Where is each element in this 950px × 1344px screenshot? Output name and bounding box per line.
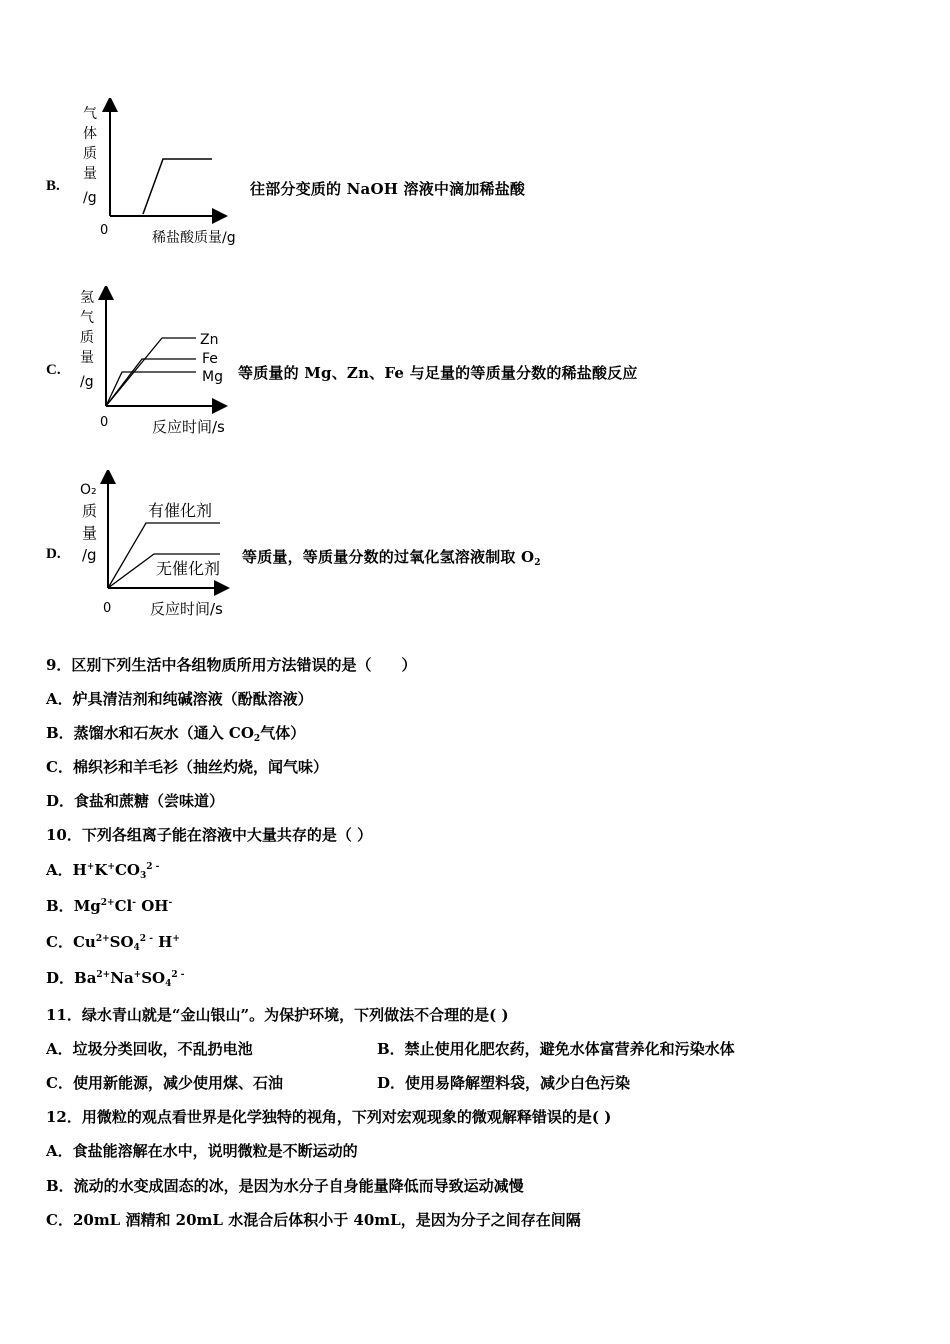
graph-b-ylabel-4: /g bbox=[83, 190, 97, 206]
q9-option-a: A．炉具清洁剂和纯碱溶液（酚酞溶液） bbox=[46, 690, 313, 708]
graph-b-curve bbox=[143, 159, 212, 214]
graph-b-ylabel-3: 量 bbox=[83, 166, 97, 182]
q11-option-c: C．使用新能源，减少使用煤、石油 bbox=[46, 1074, 283, 1092]
graph-c bbox=[70, 286, 240, 440]
graph-d-series-no-catalyst: 无催化剂 bbox=[156, 559, 221, 578]
option-d-letter: D. bbox=[46, 546, 61, 562]
option-c-letter: C. bbox=[46, 362, 61, 378]
graph-b-ylabel-0: 气 bbox=[83, 106, 97, 122]
q12-stem: 12．用微粒的观点看世界是化学独特的视角，下列对宏观现象的微观解释错误的是( ) bbox=[46, 1108, 612, 1126]
graph-b-xlabel: 稀盐酸质量/g bbox=[152, 230, 236, 246]
graph-d-ylabel-0: O₂ bbox=[80, 482, 97, 498]
q11-option-a: A．垃圾分类回收，不乱扔电池 bbox=[46, 1040, 253, 1058]
graph-b-ylabel-2: 质 bbox=[83, 146, 97, 162]
option-b-letter: B. bbox=[46, 178, 60, 194]
q11-stem: 11．绿水青山就是“金山银山”。为保护环境，下列做法不合理的是( ) bbox=[46, 1006, 509, 1024]
graph-d-line-catalyst bbox=[108, 523, 220, 588]
graph-c-xlabel: 反应时间/s bbox=[152, 418, 225, 436]
q10-option-a: A．$H^+K^+CO_3^{2 -}$ bbox=[46, 861, 160, 881]
graph-c-ylabel-0: 氢 bbox=[80, 290, 94, 306]
graph-d-ylabel-1: 质 bbox=[82, 502, 98, 520]
q10-stem: 10．下列各组离子能在溶液中大量共存的是（ ） bbox=[46, 826, 373, 844]
graph-d-ylabel-2: 量 bbox=[82, 524, 98, 542]
q11-option-d: D．使用易降解塑料袋，减少白色污染 bbox=[377, 1074, 631, 1092]
graph-d bbox=[70, 470, 242, 622]
graph-c-line-fe bbox=[106, 359, 196, 406]
q10-option-c: C．$Cu^{2+}SO_4^{2 -}$ H+ bbox=[46, 933, 180, 953]
graph-c-ylabel-2: 质 bbox=[80, 330, 94, 346]
graph-b-origin: 0 bbox=[100, 223, 109, 238]
q12-option-c: C．20mL 酒精和 20mL 水混合后体积小于 40mL，是因为分子之间存在间隔 bbox=[46, 1211, 581, 1229]
option-c-description: 等质量的 Mg、Zn、Fe 与足量的等质量分数的稀盐酸反应 bbox=[238, 364, 638, 382]
graph-c-series-zn: Zn bbox=[200, 332, 219, 348]
option-d-description: 等质量，等质量分数的过氧化氢溶液制取 $O_2$ bbox=[242, 548, 541, 568]
q9-option-c: C．棉织衫和羊毛衫（抽丝灼烧，闻气味） bbox=[46, 758, 328, 776]
q10-option-d: D．$Ba^{2+}Na^+SO_4^{2 -}$ bbox=[46, 969, 185, 989]
q12-option-a: A．食盐能溶解在水中，说明微粒是不断运动的 bbox=[46, 1142, 358, 1160]
graph-b-ylabel-1: 体 bbox=[83, 126, 97, 142]
option-b-description: 往部分变质的 NaOH 溶液中滴加稀盐酸 bbox=[250, 180, 526, 198]
graph-c-series-fe: Fe bbox=[202, 351, 218, 367]
graph-c-series-mg: Mg bbox=[202, 369, 223, 385]
q11-option-b: B．禁止使用化肥农药，避免水体富营养化和污染水体 bbox=[377, 1040, 735, 1058]
graph-d-ylabel-3: /g bbox=[82, 546, 97, 564]
graph-c-origin: 0 bbox=[100, 415, 109, 430]
q12-option-b: B．流动的水变成固态的冰，是因为水分子自身能量降低而导致运动减慢 bbox=[46, 1177, 524, 1195]
graph-d-xlabel: 反应时间/s bbox=[150, 600, 223, 618]
graph-d-origin: 0 bbox=[103, 601, 112, 616]
graph-c-ylabel-1: 气 bbox=[80, 310, 94, 326]
graph-c-ylabel-3: 量 bbox=[80, 350, 94, 366]
graph-d-series-catalyst: 有催化剂 bbox=[148, 501, 213, 520]
graph-c-ylabel-4: /g bbox=[80, 374, 94, 390]
graph-b bbox=[70, 98, 260, 250]
q10-option-b: B．$Mg^{2+}Cl^-$ OH- bbox=[46, 897, 173, 915]
q9-stem: 9．区别下列生活中各组物质所用方法错误的是（ ） bbox=[46, 656, 417, 674]
q9-option-d: D．食盐和蔗糖（尝味道） bbox=[46, 792, 225, 810]
q9-option-b: B．蒸馏水和石灰水（通入 $CO_2$气体） bbox=[46, 724, 306, 744]
